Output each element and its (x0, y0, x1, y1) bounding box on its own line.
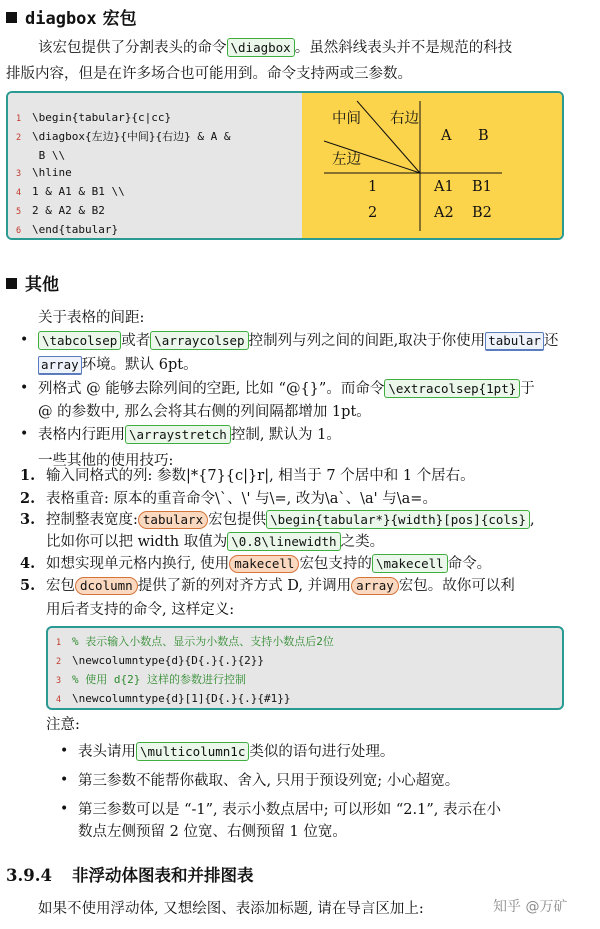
code-line (16, 164, 230, 183)
diagbox-code-panel (8, 93, 302, 238)
note-item-3-line1: 第三参数可以是 “-1”, 表示小数点居中; 可以形如 “2.1”, 表示在小 (78, 802, 501, 818)
tips-intro: 一些其他的使用技巧: (38, 453, 174, 469)
diagbox-example-box (6, 91, 564, 240)
env-link-array[interactable]: array (38, 356, 82, 375)
line-number: 5 (16, 207, 22, 217)
diagbox-para-line2: 排版内容，但是在许多场合也可能用到。命令支持两或三参数。 (6, 66, 412, 82)
note-item-1: 表头请用 \multicolumn1c 类似的语句进行处理。 (78, 744, 395, 760)
tip-item-5-line1: 宏包 dcolumn 提供了新的列对齐方式 D, 并调用 array 宏包。故你可以利 (46, 578, 515, 594)
code-text: % 使用 d{2} 这样的参数进行控制 (72, 673, 246, 686)
code-text: \diagbox{左边}{中间}{右边} & A & (32, 130, 231, 143)
item-number: 4. (20, 555, 36, 572)
note-item-3-line2: 数点左侧预留 2 位宽、右侧预留 1 位宽。 (78, 824, 347, 840)
code-link-tabcolsep[interactable]: \tabcolsep (38, 331, 121, 350)
code-link-begin-tabular-star[interactable]: \begin{tabular*}{width}[pos]{cols} (266, 510, 530, 529)
line-number: 4 (56, 695, 62, 705)
table-header-a: A (441, 128, 452, 144)
bullet-extracolsep-line2: @ 的参数中, 那么会将其右侧的列间隔都增加 1pt。 (38, 404, 371, 420)
item-number: 3. (20, 511, 36, 528)
bullet-dot: • (20, 332, 29, 348)
code-text: \newcolumntype{d}[1]{D{.}{.}{#1}} (72, 692, 291, 705)
package-link-dcolumn[interactable]: dcolumn (75, 577, 138, 595)
diagbox-result-panel (302, 93, 564, 238)
code-link-extracolsep[interactable]: \extracolsep{1pt} (384, 379, 520, 398)
bullet-colsep-line2: array 环境。默认 6pt。 (38, 354, 198, 376)
diag-label-left: 左边 (332, 152, 361, 168)
tip-item-3-line1: 控制整表宽度: tabularx 宏包提供 \begin{tabular*}{width}[pos]{cols} , (46, 512, 535, 528)
bullet-dot: • (60, 772, 69, 788)
section-title-diagbox: diagbox 宏包 (6, 4, 137, 29)
table-cell-r2-c1: A2 (434, 205, 454, 221)
dcolumn-code-lines (56, 633, 334, 709)
package-link-array[interactable]: array (351, 577, 399, 595)
code-text: % 表示输入小数点、显示为小数点、支持小数点后2位 (72, 635, 334, 648)
table-cell-r1-c1: A1 (434, 179, 454, 195)
bullet-dot: • (60, 801, 69, 817)
code-line (16, 147, 230, 164)
env-link-tabular[interactable]: tabular (485, 332, 544, 351)
note-heading: 注意: (46, 717, 80, 733)
section-square-icon (6, 12, 17, 23)
code-text: \begin{tabular}{c|cc} (32, 111, 172, 124)
code-text: \hline (32, 166, 72, 179)
tip-item-5-line2: 用后者支持的命令, 这样定义: (46, 602, 235, 618)
code-link-arraycolsep[interactable]: \arraycolsep (150, 331, 248, 350)
package-link-tabularx[interactable]: tabularx (138, 511, 208, 529)
section-square-icon (6, 278, 17, 289)
code-line (16, 183, 230, 202)
code-link-diagbox[interactable]: \diagbox (227, 38, 295, 57)
bullet-dot: • (60, 743, 69, 759)
line-number: 1 (16, 114, 22, 124)
tip-item-4: 如想实现单元格内换行, 使用 makecell 宏包支持的 \makecell 命令。 (46, 556, 492, 572)
diag-label-right: 右边 (390, 111, 419, 127)
dcolumn-code-box (46, 626, 564, 710)
bullet-extracolsep-line1: 列格式 @ 能够去除列间的空距, 比如 “@{}”。而命令 \extracolsep{1pt} 于 (38, 381, 535, 397)
line-number: 6 (16, 226, 22, 236)
diagbox-para-line1: 该宏包提供了分割表头的命令 \diagbox 。虽然斜线表头并不是规范的科技 (38, 40, 513, 56)
table-cell-r1-c0: 1 (368, 179, 378, 195)
subsection-para: 如果不使用浮动体, 又想绘图、表添加标题, 请在导言区加上: (38, 901, 424, 917)
code-text: B \\ (32, 149, 66, 162)
diagbox-code-lines (16, 109, 230, 240)
code-line (56, 633, 334, 652)
table-cell-r2-c2: B2 (472, 205, 492, 221)
code-link-multicolumn[interactable]: \multicolumn1c (136, 742, 249, 761)
note-item-2: 第三参数不能帮你截取、舍入, 只用于预设列宽; 小心超宽。 (78, 773, 460, 789)
package-link-makecell[interactable]: makecell (229, 555, 299, 573)
item-number: 2. (20, 490, 36, 507)
bullet-dot: • (20, 426, 29, 442)
spacing-intro: 关于表格的间距: (38, 310, 145, 326)
code-line (56, 671, 334, 690)
diag-label-middle: 中间 (332, 111, 361, 127)
table-cell-r1-c2: B1 (472, 179, 492, 195)
line-number: 1 (56, 638, 62, 648)
code-text: 2 & A2 & B2 (32, 204, 105, 217)
item-number: 1. (20, 467, 36, 484)
subsection-title: 3.9.4 非浮动体图表和并排图表 (6, 866, 254, 885)
code-line (16, 202, 230, 221)
code-link-arraystretch[interactable]: \arraystretch (125, 425, 231, 444)
code-text: 1 & A1 & B1 \\ (32, 185, 125, 198)
code-text: \newcolumntype{d}{D{.}{.}{2}} (72, 654, 265, 667)
code-link-linewidth[interactable]: \0.8\linewidth (227, 532, 340, 551)
code-line (16, 221, 230, 240)
bullet-dot: • (20, 380, 29, 396)
tip-item-1: 输入同格式的列: 参数|*{7}{c|}r|, 相当于 7 个居中和 1 个居右。 (46, 468, 475, 484)
code-link-makecell[interactable]: \makecell (372, 554, 448, 573)
watermark: 知乎 @万矿 (493, 899, 568, 915)
table-cell-r2-c0: 2 (368, 205, 378, 221)
line-number: 2 (56, 657, 62, 667)
code-line (16, 109, 230, 128)
section-title-other: 其他 (6, 270, 59, 295)
line-number: 4 (16, 188, 22, 198)
tip-item-3-line2: 比如你可以把 width 取值为 \0.8\linewidth 之类。 (46, 534, 385, 550)
bullet-arraystretch: 表格内行距用 \arraystretch 控制, 默认为 1。 (38, 427, 341, 443)
item-number: 5. (20, 577, 36, 594)
line-number: 3 (16, 169, 22, 179)
line-number: 2 (16, 133, 22, 143)
table-header-b: B (478, 128, 489, 144)
code-line (56, 652, 334, 671)
bullet-colsep-line1: \tabcolsep 或者 \arraycolsep 控制列与列之间的间距,取决于你使用 tabular 还 (38, 330, 558, 352)
code-line (16, 128, 230, 147)
line-number: 3 (56, 676, 62, 686)
tip-item-2: 表格重音: 原本的重音命令\`、\' 与\=, 改为\a`、\a' 与\a=。 (46, 491, 437, 507)
code-line (56, 690, 334, 709)
code-text: \end{tabular} (32, 223, 119, 236)
